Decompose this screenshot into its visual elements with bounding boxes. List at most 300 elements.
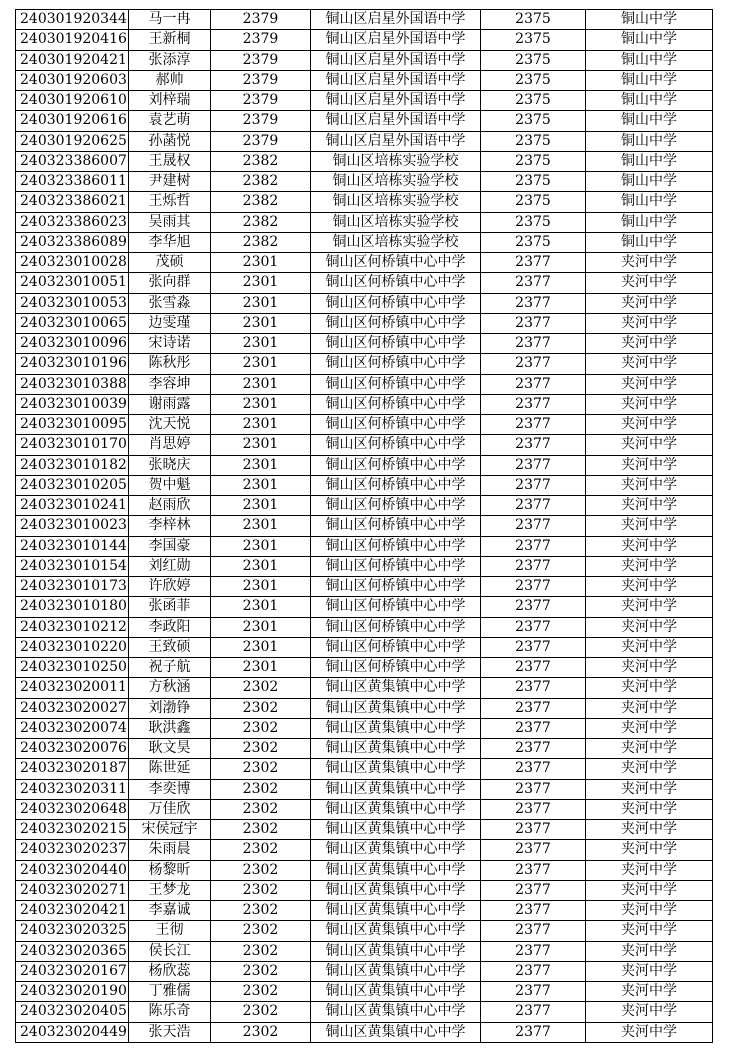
graduate-school-cell: 铜山区黄集镇中心中学 [311,860,481,880]
admit-school-cell: 夹河中学 [586,334,713,354]
exam-id-cell: 240323020449 [16,1022,129,1042]
table-row [16,232,713,252]
student-name-cell: 李华旭 [129,232,211,252]
table-row [16,820,713,840]
graduate-school-cell: 铜山区黄集镇中心中学 [311,982,481,1002]
table-row [16,131,713,151]
table-row [16,172,713,192]
admit-school-cell: 夹河中学 [586,415,713,435]
school-code-cell: 2301 [211,273,311,293]
graduate-school-cell: 铜山区启星外国语中学 [311,91,481,111]
admit-school-cell: 夹河中学 [586,941,713,961]
school-code-cell: 2379 [211,70,311,90]
school-code-cell: 2379 [211,131,311,151]
graduate-school-cell: 铜山区何桥镇中心中学 [311,496,481,516]
admit-code-cell: 2375 [481,30,586,50]
exam-id-cell: 240323020648 [16,799,129,819]
graduate-school-cell: 铜山区何桥镇中心中学 [311,435,481,455]
admit-school-cell: 铜山中学 [586,10,713,30]
admit-code-cell: 2375 [481,70,586,90]
graduate-school-cell: 铜山区何桥镇中心中学 [311,597,481,617]
admit-code-cell: 2377 [481,536,586,556]
admit-school-cell: 夹河中学 [586,496,713,516]
student-name-cell: 谢雨露 [129,394,211,414]
exam-id-cell: 240323020167 [16,961,129,981]
graduate-school-cell: 铜山区何桥镇中心中学 [311,577,481,597]
exam-id-cell: 240323020190 [16,982,129,1002]
school-code-cell: 2302 [211,901,311,921]
graduate-school-cell: 铜山区培栋实验学校 [311,212,481,232]
student-name-cell: 茂硕 [129,253,211,273]
admit-school-cell: 夹河中学 [586,455,713,475]
school-code-cell: 2302 [211,678,311,698]
graduate-school-cell: 铜山区黄集镇中心中学 [311,718,481,738]
school-code-cell: 2382 [211,192,311,212]
admit-code-cell: 2377 [481,1022,586,1042]
graduate-school-cell: 铜山区黄集镇中心中学 [311,961,481,981]
admit-school-cell: 夹河中学 [586,820,713,840]
school-code-cell: 2301 [211,455,311,475]
graduate-school-cell: 铜山区启星外国语中学 [311,10,481,30]
exam-id-cell: 240323010173 [16,577,129,597]
admit-code-cell: 2377 [481,961,586,981]
table-row [16,880,713,900]
exam-id-cell: 240323010205 [16,475,129,495]
table-row [16,860,713,880]
school-code-cell: 2301 [211,658,311,678]
admit-code-cell: 2377 [481,455,586,475]
student-name-cell: 丁雅儒 [129,982,211,1002]
admit-school-cell: 夹河中学 [586,354,713,374]
table-row [16,779,713,799]
student-name-cell: 张晓庆 [129,455,211,475]
exam-id-cell: 240301920625 [16,131,129,151]
school-code-cell: 2301 [211,435,311,455]
table-row [16,455,713,475]
graduate-school-cell: 铜山区何桥镇中心中学 [311,475,481,495]
admit-code-cell: 2375 [481,91,586,111]
school-code-cell: 2382 [211,212,311,232]
exam-id-cell: 240323020011 [16,678,129,698]
school-code-cell: 2302 [211,718,311,738]
table-row [16,516,713,536]
admit-school-cell: 夹河中学 [586,475,713,495]
student-name-cell: 刘梓瑞 [129,91,211,111]
exam-id-cell: 240323020405 [16,1002,129,1022]
table-row [16,374,713,394]
exam-id-cell: 240301920616 [16,111,129,131]
admit-code-cell: 2377 [481,678,586,698]
school-code-cell: 2301 [211,354,311,374]
admit-code-cell: 2375 [481,151,586,171]
table-row [16,313,713,333]
admit-code-cell: 2377 [481,860,586,880]
admit-code-cell: 2375 [481,232,586,252]
student-name-cell: 边雯瑾 [129,313,211,333]
exam-id-cell: 240323010096 [16,334,129,354]
exam-id-cell: 240301920610 [16,91,129,111]
admit-school-cell: 铜山中学 [586,91,713,111]
graduate-school-cell: 铜山区培栋实验学校 [311,232,481,252]
student-name-cell: 许欣婷 [129,577,211,597]
graduate-school-cell: 铜山区何桥镇中心中学 [311,455,481,475]
graduate-school-cell: 铜山区何桥镇中心中学 [311,516,481,536]
exam-id-cell: 240323020421 [16,901,129,921]
admit-code-cell: 2377 [481,374,586,394]
table-row [16,658,713,678]
student-name-cell: 侯长江 [129,941,211,961]
admit-school-cell: 铜山中学 [586,30,713,50]
graduate-school-cell: 铜山区何桥镇中心中学 [311,415,481,435]
admit-code-cell: 2377 [481,253,586,273]
admit-code-cell: 2377 [481,901,586,921]
admit-code-cell: 2377 [481,739,586,759]
graduate-school-cell: 铜山区黄集镇中心中学 [311,799,481,819]
student-name-cell: 李政阳 [129,617,211,637]
table-row [16,961,713,981]
school-code-cell: 2301 [211,577,311,597]
student-name-cell: 宋诗诺 [129,334,211,354]
exam-id-cell: 240323010388 [16,374,129,394]
student-name-cell: 陈世延 [129,759,211,779]
student-name-cell: 李容坤 [129,374,211,394]
admit-school-cell: 夹河中学 [586,394,713,414]
graduate-school-cell: 铜山区启星外国语中学 [311,50,481,70]
student-name-cell: 万佳欣 [129,799,211,819]
exam-id-cell: 240323386089 [16,232,129,252]
student-name-cell: 沈天悦 [129,415,211,435]
table-row [16,597,713,617]
admit-code-cell: 2377 [481,921,586,941]
table-row [16,678,713,698]
student-name-cell: 王致硕 [129,637,211,657]
student-name-cell: 陈乐奇 [129,1002,211,1022]
school-code-cell: 2302 [211,1002,311,1022]
school-code-cell: 2301 [211,415,311,435]
table-row [16,10,713,30]
graduate-school-cell: 铜山区何桥镇中心中学 [311,354,481,374]
school-code-cell: 2379 [211,50,311,70]
table-row [16,718,713,738]
student-name-cell: 王彻 [129,921,211,941]
table-row [16,617,713,637]
graduate-school-cell: 铜山区黄集镇中心中学 [311,901,481,921]
school-code-cell: 2301 [211,475,311,495]
student-name-cell: 杨欣蕊 [129,961,211,981]
student-name-cell: 李国豪 [129,536,211,556]
admit-code-cell: 2377 [481,334,586,354]
admit-code-cell: 2377 [481,1002,586,1022]
school-code-cell: 2302 [211,698,311,718]
table-row [16,354,713,374]
admit-school-cell: 夹河中学 [586,435,713,455]
student-name-cell: 张雪淼 [129,293,211,313]
graduate-school-cell: 铜山区黄集镇中心中学 [311,820,481,840]
exam-id-cell: 240323010182 [16,455,129,475]
exam-id-cell: 240323020271 [16,880,129,900]
table-row [16,91,713,111]
table-row [16,212,713,232]
admit-school-cell: 夹河中学 [586,516,713,536]
exam-id-cell: 240323386023 [16,212,129,232]
graduate-school-cell: 铜山区培栋实验学校 [311,192,481,212]
admit-school-cell: 夹河中学 [586,293,713,313]
admit-school-cell: 夹河中学 [586,840,713,860]
table-row [16,394,713,414]
admit-code-cell: 2375 [481,10,586,30]
admit-code-cell: 2377 [481,475,586,495]
table-row [16,293,713,313]
graduate-school-cell: 铜山区黄集镇中心中学 [311,941,481,961]
table-row [16,556,713,576]
admit-school-cell: 夹河中学 [586,1022,713,1042]
graduate-school-cell: 铜山区培栋实验学校 [311,151,481,171]
exam-id-cell: 240323010065 [16,313,129,333]
admit-school-cell: 夹河中学 [586,658,713,678]
exam-id-cell: 240323386021 [16,192,129,212]
table-row [16,637,713,657]
student-name-cell: 肖思婷 [129,435,211,455]
admit-school-cell: 夹河中学 [586,921,713,941]
admit-code-cell: 2377 [481,435,586,455]
graduate-school-cell: 铜山区黄集镇中心中学 [311,880,481,900]
admit-code-cell: 2377 [481,617,586,637]
admit-school-cell: 夹河中学 [586,536,713,556]
table-row [16,70,713,90]
admit-school-cell: 铜山中学 [586,192,713,212]
graduate-school-cell: 铜山区何桥镇中心中学 [311,273,481,293]
admit-code-cell: 2375 [481,192,586,212]
admit-code-cell: 2375 [481,50,586,70]
graduate-school-cell: 铜山区何桥镇中心中学 [311,556,481,576]
exam-id-cell: 240323010250 [16,658,129,678]
graduate-school-cell: 铜山区启星外国语中学 [311,70,481,90]
admit-code-cell: 2377 [481,799,586,819]
student-name-cell: 李梓林 [129,516,211,536]
admit-school-cell: 夹河中学 [586,617,713,637]
admit-school-cell: 夹河中学 [586,880,713,900]
student-name-cell: 张函菲 [129,597,211,617]
school-code-cell: 2301 [211,496,311,516]
graduate-school-cell: 铜山区黄集镇中心中学 [311,759,481,779]
admit-school-cell: 夹河中学 [586,253,713,273]
exam-id-cell: 240323010180 [16,597,129,617]
admit-school-cell: 铜山中学 [586,172,713,192]
exam-id-cell: 240323010039 [16,394,129,414]
admit-code-cell: 2377 [481,597,586,617]
admit-code-cell: 2377 [481,759,586,779]
graduate-school-cell: 铜山区何桥镇中心中学 [311,536,481,556]
student-name-cell: 张添淳 [129,50,211,70]
student-name-cell: 刘红勋 [129,556,211,576]
table-row [16,496,713,516]
school-code-cell: 2301 [211,617,311,637]
student-name-cell: 耿文昊 [129,739,211,759]
table-row [16,151,713,171]
school-code-cell: 2301 [211,536,311,556]
exam-id-cell: 240323020365 [16,941,129,961]
school-code-cell: 2382 [211,172,311,192]
student-name-cell: 张天浩 [129,1022,211,1042]
graduate-school-cell: 铜山区启星外国语中学 [311,131,481,151]
graduate-school-cell: 铜山区何桥镇中心中学 [311,617,481,637]
graduate-school-cell: 铜山区何桥镇中心中学 [311,637,481,657]
admit-school-cell: 夹河中学 [586,759,713,779]
exam-id-cell: 240323010220 [16,637,129,657]
school-code-cell: 2382 [211,151,311,171]
table-body [16,10,713,1043]
school-code-cell: 2302 [211,982,311,1002]
exam-id-cell: 240323020311 [16,779,129,799]
student-name-cell: 祝子航 [129,658,211,678]
admit-code-cell: 2377 [481,982,586,1002]
school-code-cell: 2301 [211,374,311,394]
admit-school-cell: 夹河中学 [586,597,713,617]
exam-id-cell: 240301920603 [16,70,129,90]
admit-school-cell: 铜山中学 [586,131,713,151]
exam-id-cell: 240323010196 [16,354,129,374]
graduate-school-cell: 铜山区黄集镇中心中学 [311,1022,481,1042]
school-code-cell: 2379 [211,111,311,131]
student-name-cell: 杨黎昕 [129,860,211,880]
exam-id-cell: 240323010028 [16,253,129,273]
graduate-school-cell: 铜山区何桥镇中心中学 [311,658,481,678]
school-code-cell: 2302 [211,961,311,981]
admit-school-cell: 夹河中学 [586,577,713,597]
admit-school-cell: 铜山中学 [586,151,713,171]
school-code-cell: 2302 [211,941,311,961]
admit-school-cell: 夹河中学 [586,556,713,576]
admit-code-cell: 2377 [481,556,586,576]
student-name-cell: 马一冉 [129,10,211,30]
table-row [16,1022,713,1042]
admit-school-cell: 铜山中学 [586,232,713,252]
graduate-school-cell: 铜山区黄集镇中心中学 [311,678,481,698]
graduate-school-cell: 铜山区黄集镇中心中学 [311,739,481,759]
school-code-cell: 2301 [211,313,311,333]
admit-code-cell: 2377 [481,496,586,516]
school-code-cell: 2301 [211,516,311,536]
exam-id-cell: 240323010154 [16,556,129,576]
admit-school-cell: 夹河中学 [586,961,713,981]
exam-id-cell: 240323020027 [16,698,129,718]
table-row [16,273,713,293]
exam-id-cell: 240323010241 [16,496,129,516]
student-name-cell: 王晟权 [129,151,211,171]
graduate-school-cell: 铜山区启星外国语中学 [311,30,481,50]
school-code-cell: 2302 [211,779,311,799]
school-code-cell: 2301 [211,637,311,657]
student-name-cell: 陈秋彤 [129,354,211,374]
admit-school-cell: 夹河中学 [586,273,713,293]
admit-code-cell: 2377 [481,698,586,718]
admit-code-cell: 2377 [481,718,586,738]
admit-code-cell: 2377 [481,820,586,840]
graduate-school-cell: 铜山区黄集镇中心中学 [311,921,481,941]
admit-code-cell: 2377 [481,516,586,536]
exam-id-cell: 240323020237 [16,840,129,860]
table-row [16,1002,713,1022]
exam-id-cell: 240323010170 [16,435,129,455]
admit-school-cell: 夹河中学 [586,637,713,657]
school-code-cell: 2301 [211,334,311,354]
admit-code-cell: 2377 [481,577,586,597]
graduate-school-cell: 铜山区何桥镇中心中学 [311,334,481,354]
admit-code-cell: 2375 [481,212,586,232]
exam-id-cell: 240301920416 [16,30,129,50]
school-code-cell: 2379 [211,30,311,50]
exam-id-cell: 240323010051 [16,273,129,293]
student-name-cell: 王新桐 [129,30,211,50]
exam-id-cell: 240323386011 [16,172,129,192]
table-row [16,475,713,495]
school-code-cell: 2302 [211,1022,311,1042]
admit-school-cell: 夹河中学 [586,739,713,759]
table-row [16,901,713,921]
table-row [16,698,713,718]
exam-id-cell: 240323020076 [16,739,129,759]
admit-school-cell: 夹河中学 [586,860,713,880]
admit-school-cell: 铜山中学 [586,212,713,232]
table-row [16,111,713,131]
school-code-cell: 2301 [211,394,311,414]
school-code-cell: 2302 [211,880,311,900]
student-name-cell: 赵雨欣 [129,496,211,516]
exam-id-cell: 240323010095 [16,415,129,435]
admit-school-cell: 夹河中学 [586,698,713,718]
exam-id-cell: 240323010212 [16,617,129,637]
admit-code-cell: 2375 [481,172,586,192]
student-name-cell: 耿洪鑫 [129,718,211,738]
table-row [16,50,713,70]
school-code-cell: 2301 [211,293,311,313]
student-name-cell: 王烁哲 [129,192,211,212]
school-code-cell: 2301 [211,556,311,576]
school-code-cell: 2302 [211,799,311,819]
graduate-school-cell: 铜山区何桥镇中心中学 [311,293,481,313]
exam-id-cell: 240301920344 [16,10,129,30]
admit-school-cell: 夹河中学 [586,313,713,333]
graduate-school-cell: 铜山区启星外国语中学 [311,111,481,131]
school-code-cell: 2379 [211,91,311,111]
table-row [16,334,713,354]
table-row [16,536,713,556]
admit-code-cell: 2377 [481,779,586,799]
admit-code-cell: 2375 [481,111,586,131]
school-code-cell: 2382 [211,232,311,252]
student-name-cell: 李嘉诚 [129,901,211,921]
school-code-cell: 2302 [211,739,311,759]
admit-code-cell: 2377 [481,658,586,678]
table-row [16,192,713,212]
admit-code-cell: 2377 [481,880,586,900]
school-code-cell: 2302 [211,820,311,840]
graduate-school-cell: 铜山区黄集镇中心中学 [311,779,481,799]
admit-school-cell: 夹河中学 [586,779,713,799]
exam-id-cell: 240323010053 [16,293,129,313]
admit-code-cell: 2377 [481,354,586,374]
exam-id-cell: 240323020074 [16,718,129,738]
table-row [16,435,713,455]
admit-code-cell: 2377 [481,293,586,313]
student-name-cell: 朱雨晨 [129,840,211,860]
admit-school-cell: 夹河中学 [586,1002,713,1022]
admit-school-cell: 铜山中学 [586,111,713,131]
student-name-cell: 刘渤铮 [129,698,211,718]
student-name-cell: 吴雨其 [129,212,211,232]
student-name-cell: 尹建树 [129,172,211,192]
table-row [16,921,713,941]
